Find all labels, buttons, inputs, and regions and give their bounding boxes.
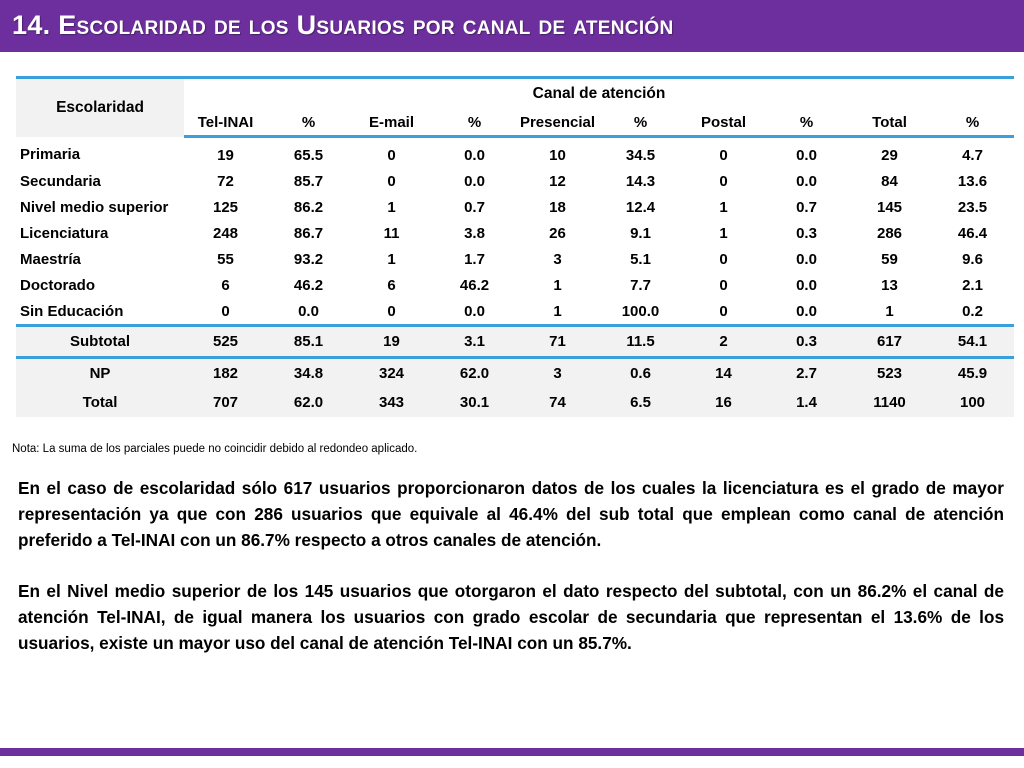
table-cell: 14.3	[599, 168, 682, 194]
table-cell: 0.0	[267, 298, 350, 326]
table-cell: 324	[350, 358, 433, 389]
table-row	[16, 272, 1014, 298]
table-row	[16, 168, 1014, 194]
column-header: %	[433, 109, 516, 137]
table-cell: 145	[848, 194, 931, 220]
table-cell: 0.0	[765, 168, 848, 194]
row-header: Escolaridad	[16, 78, 184, 137]
table-cell: 2.1	[931, 272, 1014, 298]
column-header: %	[267, 109, 350, 137]
table-cell: 19	[184, 137, 267, 169]
row-label: Secundaria	[16, 168, 184, 194]
column-header: Presencial	[516, 109, 599, 137]
table-cell: 6.5	[599, 388, 682, 417]
table-cell: 10	[516, 137, 599, 169]
table-cell: 14	[682, 358, 765, 389]
table-container	[16, 76, 1014, 411]
table-cell: 34.8	[267, 358, 350, 389]
column-header: %	[599, 109, 682, 137]
bottom-bar	[0, 748, 1024, 756]
table-cell: 0	[682, 298, 765, 326]
column-header: Total	[848, 109, 931, 137]
table-cell: 30.1	[433, 388, 516, 417]
table-row	[16, 246, 1014, 272]
page-title: 14. Escolaridad de los Usuarios por canal de atención	[12, 10, 674, 40]
table-cell: 525	[184, 326, 267, 358]
table-cell: 1140	[848, 388, 931, 417]
table-row	[16, 220, 1014, 246]
table-cell: 86.7	[267, 220, 350, 246]
table-cell: 0.0	[765, 246, 848, 272]
table-cell: 1	[350, 194, 433, 220]
table-cell: 0	[682, 272, 765, 298]
table-cell: 85.1	[267, 326, 350, 358]
table-cell: 0.0	[765, 272, 848, 298]
table-cell: 62.0	[267, 388, 350, 417]
table-cell: 100	[931, 388, 1014, 417]
table-cell: 3.1	[433, 326, 516, 358]
table-cell: 125	[184, 194, 267, 220]
title-bar	[0, 0, 1024, 52]
table-cell: 34.5	[599, 137, 682, 169]
table-cell: 0.7	[433, 194, 516, 220]
table-cell: 0.3	[765, 326, 848, 358]
column-header: %	[765, 109, 848, 137]
table-cell: 46.2	[267, 272, 350, 298]
np-row	[16, 358, 1014, 389]
table-cell: 9.6	[931, 246, 1014, 272]
table-cell: 3	[516, 246, 599, 272]
table-cell: 0.0	[765, 298, 848, 326]
table-cell: 0	[682, 137, 765, 169]
table-cell: 182	[184, 358, 267, 389]
table-row	[16, 298, 1014, 326]
subtotal-row	[16, 326, 1014, 358]
table-cell: 26	[516, 220, 599, 246]
table-cell: 617	[848, 326, 931, 358]
table-cell: 54.1	[931, 326, 1014, 358]
paragraph-1: En el caso de escolaridad sólo 617 usuarios proporcionaron datos de los cuales la licenciatura es el grado de mayor representación ya que con 286 usuarios que equivale al 46.4% del sub total que emplean como canal de atención preferido a Tel-INAI con un 86.7% respecto a otros canales de atención.	[18, 478, 1004, 550]
table-cell: 0	[184, 298, 267, 326]
table-cell: 13.6	[931, 168, 1014, 194]
row-label: Subtotal	[16, 326, 184, 358]
table-cell: 100.0	[599, 298, 682, 326]
table-cell: 72	[184, 168, 267, 194]
table-cell: 0.0	[433, 298, 516, 326]
row-label: Doctorado	[16, 272, 184, 298]
table-cell: 2.7	[765, 358, 848, 389]
table-cell: 0	[682, 168, 765, 194]
table-cell: 59	[848, 246, 931, 272]
table-cell: 23.5	[931, 194, 1014, 220]
row-label: Maestría	[16, 246, 184, 272]
table-cell: 1.7	[433, 246, 516, 272]
table-cell: 93.2	[267, 246, 350, 272]
row-label: Licenciatura	[16, 220, 184, 246]
table-cell: 7.7	[599, 272, 682, 298]
table-cell: 84	[848, 168, 931, 194]
table-cell: 12.4	[599, 194, 682, 220]
table-cell: 1	[848, 298, 931, 326]
table-cell: 45.9	[931, 358, 1014, 389]
table-cell: 12	[516, 168, 599, 194]
table-cell: 1	[516, 298, 599, 326]
column-header: Postal	[682, 109, 765, 137]
table-cell: 707	[184, 388, 267, 417]
table-cell: 74	[516, 388, 599, 417]
table-cell: 0	[350, 298, 433, 326]
table-cell: 2	[682, 326, 765, 358]
table-cell: 1.4	[765, 388, 848, 417]
row-label: Total	[16, 388, 184, 417]
table-cell: 0.3	[765, 220, 848, 246]
table-cell: 9.1	[599, 220, 682, 246]
table-cell: 0.0	[765, 137, 848, 169]
table-cell: 3.8	[433, 220, 516, 246]
paragraph-2: En el Nivel medio superior de los 145 usuarios que otorgaron el dato respecto del subtotal, con un 86.2% el canal de atención Tel-INAI, de igual manera los usuarios con grado escolar de secundaria que representan el 13.6% de los usuarios, existe un mayor uso del canal de atención Tel-INAI con un 85.7%.	[18, 581, 1004, 653]
table-cell: 65.5	[267, 137, 350, 169]
table-cell: 4.7	[931, 137, 1014, 169]
table-cell: 13	[848, 272, 931, 298]
table-cell: 5.1	[599, 246, 682, 272]
table-cell: 0	[350, 168, 433, 194]
table-cell: 343	[350, 388, 433, 417]
table-cell: 6	[184, 272, 267, 298]
table-cell: 1	[350, 246, 433, 272]
table-cell: 6	[350, 272, 433, 298]
table-cell: 0.6	[599, 358, 682, 389]
table-cell: 11	[350, 220, 433, 246]
table-cell: 85.7	[267, 168, 350, 194]
row-label: Nivel medio superior	[16, 194, 184, 220]
row-label: Primaria	[16, 137, 184, 169]
table-cell: 286	[848, 220, 931, 246]
table-cell: 1	[516, 272, 599, 298]
footnote: Nota: La suma de los parciales puede no coincidir debido al redondeo aplicado.	[12, 443, 418, 455]
table-cell: 0	[682, 246, 765, 272]
table-cell: 0.0	[433, 137, 516, 169]
table-cell: 86.2	[267, 194, 350, 220]
row-label: Sin Educación	[16, 298, 184, 326]
row-label: NP	[16, 358, 184, 389]
table-cell: 523	[848, 358, 931, 389]
table-cell: 248	[184, 220, 267, 246]
table-cell: 0	[350, 137, 433, 169]
table-cell: 55	[184, 246, 267, 272]
table-cell: 0.2	[931, 298, 1014, 326]
escolaridad-table	[16, 76, 1014, 417]
table-row	[16, 137, 1014, 169]
column-header: %	[931, 109, 1014, 137]
total-row	[16, 388, 1014, 417]
table-cell: 0.0	[433, 168, 516, 194]
table-cell: 19	[350, 326, 433, 358]
table-cell: 46.2	[433, 272, 516, 298]
table-cell: 46.4	[931, 220, 1014, 246]
table-cell: 3	[516, 358, 599, 389]
table-cell: 18	[516, 194, 599, 220]
table-cell: 11.5	[599, 326, 682, 358]
table-cell: 62.0	[433, 358, 516, 389]
table-cell: 71	[516, 326, 599, 358]
table-row	[16, 194, 1014, 220]
table-cell: 1	[682, 194, 765, 220]
table-cell: 1	[682, 220, 765, 246]
column-header: E-mail	[350, 109, 433, 137]
group-header: Canal de atención	[184, 78, 1014, 110]
table-cell: 0.7	[765, 194, 848, 220]
column-header: Tel-INAI	[184, 109, 267, 137]
table-cell: 16	[682, 388, 765, 417]
table-cell: 29	[848, 137, 931, 169]
